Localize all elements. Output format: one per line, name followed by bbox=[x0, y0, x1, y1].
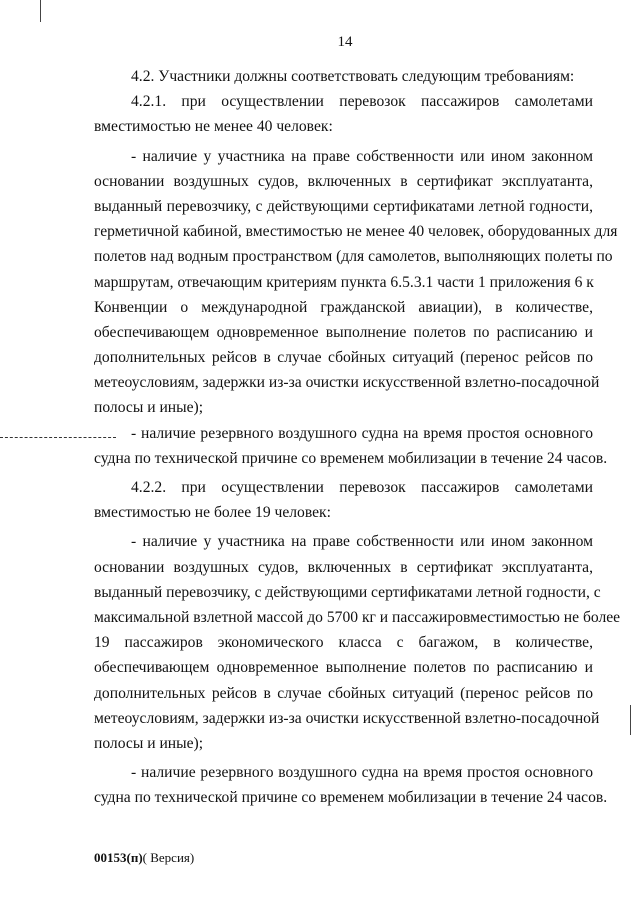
text-line: основании воздушных судов, включенных в сертификат эксплуатанта, bbox=[94, 172, 593, 190]
text-line: дополнительных рейсов в случае сбойных ситуаций (перенос рейсов по bbox=[94, 684, 593, 702]
document-body bbox=[94, 64, 621, 810]
text-line: 4.2. Участники должны соответствовать следующим требованиям: bbox=[131, 68, 575, 85]
document-code: 00153(п) bbox=[94, 850, 143, 865]
document-version: ( Версия) bbox=[142, 850, 195, 865]
text-line: полосы и иные); bbox=[94, 734, 204, 752]
text-line: основании воздушных судов, включенных в сертификат эксплуатанта, bbox=[94, 558, 593, 576]
text-line: 4.2.1. при осуществлении перевозок пассажиров самолетами bbox=[131, 93, 593, 111]
text-line: метеоусловиям, задержки из-за очистки искусственной взлетно-посадочной bbox=[94, 709, 600, 727]
text-line: - наличие у участника на праве собственности или ином законном bbox=[131, 533, 593, 551]
text-line: полетов над водным пространством (для самолетов, выполняющих полеты по bbox=[94, 248, 613, 266]
text-line: выданный перевозчику, с действующими сертификатами летной годности, с bbox=[94, 583, 601, 601]
text-line: обеспечивающем одновременное выполнение полетов по расписанию и bbox=[94, 659, 593, 677]
text-line: максимальной взлетной массой до 5700 кг и пассажировместимостью не более bbox=[94, 608, 621, 626]
footer bbox=[94, 850, 194, 866]
scan-artifact bbox=[40, 0, 41, 22]
text-line: обеспечивающем одновременное выполнение полетов по расписанию и bbox=[94, 323, 593, 341]
text-line: - наличие резервного воздушного судна на время простоя основного bbox=[131, 764, 593, 782]
scan-artifact bbox=[630, 705, 631, 735]
text-line: 4.2.2. при осуществлении перевозок пассажиров самолетами bbox=[131, 479, 593, 496]
page-number: 14 bbox=[337, 34, 353, 50]
text-line: Конвенции о международной гражданской авиации), в количестве, bbox=[94, 298, 593, 316]
text-line: полосы и иные); bbox=[94, 399, 204, 417]
text-line: 19 пассажиров экономического класса с багажом, в количестве, bbox=[94, 634, 593, 652]
text-line: дополнительных рейсов в случае сбойных ситуаций (перенос рейсов по bbox=[94, 349, 593, 367]
text-line: метеоусловиям, задержки из-за очистки искусственной взлетно-посадочной bbox=[94, 374, 600, 392]
text-line: судна по технической причине со временем мобилизации в течение 24 часов. bbox=[94, 449, 608, 467]
text-line: - наличие резервного воздушного судна на время простоя основного bbox=[131, 424, 593, 442]
text-line: маршрутам, отвечающим критериям пункта 6.5.3.1 части 1 приложения 6 к bbox=[94, 273, 594, 291]
text-line: герметичной кабиной, вместимостью не менее 40 человек, оборудованных для bbox=[94, 223, 618, 241]
text-line: вместимостью не менее 40 человек: bbox=[94, 118, 333, 136]
text-line: - наличие у участника на праве собственности или ином законном bbox=[131, 147, 593, 165]
text-line: вместимостью не более 19 человек: bbox=[94, 504, 331, 522]
text-line: судна по технической причине со временем мобилизации в течение 24 часов. bbox=[94, 789, 608, 807]
text-line: выданный перевозчику, с действующими сертификатами летной годности, bbox=[94, 197, 593, 215]
